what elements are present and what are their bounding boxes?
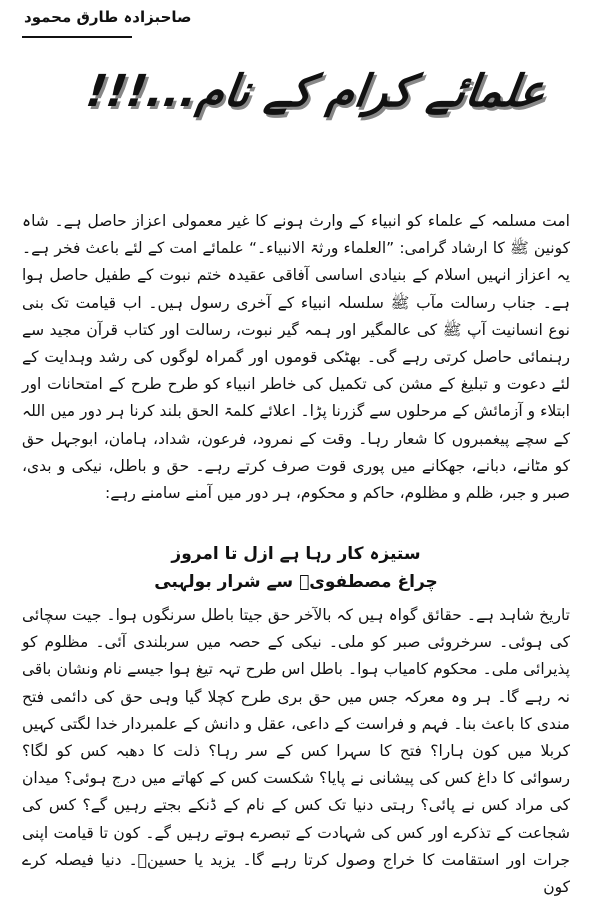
- verse-line-2: چراغ مصطفویؐ سے شرار بولہبی: [154, 572, 438, 592]
- byline-underline: [22, 36, 132, 38]
- poetry-couplet: [22, 540, 570, 596]
- author-byline: صاحبزادہ طارق محمود: [24, 8, 192, 26]
- verse-line-1: ستیزہ کار رہا ہے ازل تا امروز: [171, 544, 421, 564]
- intro-paragraph-block: [22, 208, 570, 507]
- intro-paragraph: امت مسلمہ کے علماء کو انبیاء کے وارث ہونے کا غیر معمولی اعزاز حاصل ہے۔ شاہ کونین ﷺ کا ارشاد گرامی: ”العلماء ورثۃ الانبیاء۔“ علمائے امت کے لئے باعث فخر ہے۔ یہ اعزاز انہیں اسلام کے بنیادی اساسی آفاقی عقیدہ ختم نبوت کے طفیل حاصل ہوا ہے۔ جناب رسالت مآب ﷺ سلسلہ انبیاء کے آخری رسول ہیں۔ اب قیامت تک بنی نوع انسانیت آپ ﷺ کی عالمگیر اور ہمہ گیر نبوت، رسالت اور کتاب قرآن مجید سے رہنمائی حاصل کرتی رہے گی۔ بھٹکی قوموں اور گمراہ لوگوں کی رشد وہدایت کے لئے دعوت و تبلیغ کے مشن کی تکمیل کی خاطر انبیاء کو طرح طرح کے امتحانات اور ابتلاء و آزمائش کے مرحلوں سے گزرنا پڑا۔ اعلائے کلمۃ الحق بلند کرنا ہر دور میں اللہ کے سچے پیغمبروں کا شعار رہا۔ وقت کے نمرود، فرعون، شداد، ہامان، ابوجہل حق کو مٹانے، دبانے، جھکانے میں پوری قوت صرف کرتے رہے۔ حق و باطل، نیکی و بدی، صبر و جبر، ظلم و مظلوم، حاکم و محکوم، ہر دور میں آمنے سامنے رہے:: [22, 212, 570, 503]
- closing-paragraph: تاریخ شاہد ہے۔ حقائق گواہ ہیں کہ بالآخر حق جیتا باطل سرنگوں ہوا۔ جیت سچائی کی ہوئی۔ سرخروئی صبر کو ملی۔ نیکی کے حصہ میں سربلندی آئی۔ مظلوم کو پذیرائی ملی۔ محکوم کامیاب ہوا۔ باطل اس طرح تہہ تیغ ہوا جیسے نام ونشان باقی نہ رہے گا۔ ہر وہ معرکہ جس میں حق بری طرح کچلا گیا وہی حق کی دائمی فتح مندی کا باعث بنا۔ فہم و فراست کے داعی، عقل و دانش کے علمبردار خدا لگتی کہیں کربلا میں کون ہارا؟ فتح کا سہرا کس کے سر رہا؟ ذلت کا دھبہ کس کو لگا؟ رسوائی کا داغ کس کی پیشانی نے پایا؟ شکست کس کے کھاتے میں درج ہوئی؟ میدان کی مراد کس نے پائی؟ رہتی دنیا تک کس کے نام کے ڈنکے بجتے رہیں گے؟ کس کی شجاعت کے تذکرے اور کس کی شہادت کے تبصرے ہوتے رہیں گے۔ کون تا قیامت اپنی جرات اور استقامت کا خراج وصول کرتا رہے گا۔ یزید یا حسینؓ۔ دنیا فیصلہ کرے کون: [22, 606, 570, 897]
- closing-paragraph-block: [22, 602, 570, 901]
- article-title: علمائے کرام کے نام...!!!: [83, 65, 549, 117]
- title-banner: [83, 56, 549, 126]
